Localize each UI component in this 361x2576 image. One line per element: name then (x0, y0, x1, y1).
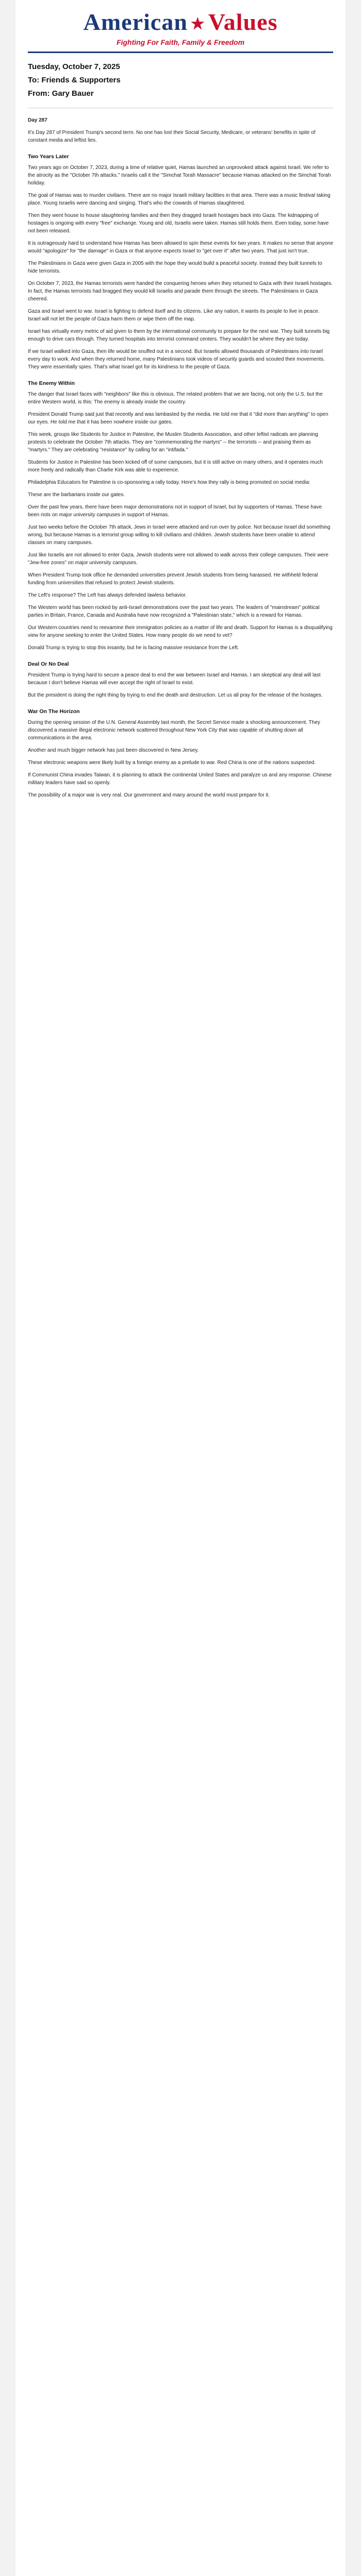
article-paragraph: Then they went house to house slaughtering families and then they dragged Israeli hostages back into Gaza. The kidnapping of hostages is ongoing with every "free" exchange. Young and old, Israelis were taken. Hamas still holds them. Even today, some have not been released. (28, 213, 329, 234)
article-sections (28, 154, 333, 799)
section-heading: The Enemy Within (28, 380, 75, 387)
article-paragraph: When President Trump took office he demanded universities prevent Jewish students from being harassed. He withheld federal funding from universities that refused to protect Jewish students. (28, 572, 318, 586)
article-paragraph: The Palestinians in Gaza were given Gaza in 2005 with the hope they would build a peaceful society. Instead they built tunnels to hide terrorists. (28, 261, 322, 275)
article (28, 116, 333, 2576)
article-paragraph: The Left's response? The Left has always defended lawless behavior. (28, 592, 187, 599)
brand-tagline: Fighting For Faith, Family & Freedom (116, 38, 245, 47)
star-icon: ★ (190, 15, 205, 33)
brand-logo[interactable]: American ★ Values (83, 9, 278, 35)
article-paragraph: Just two weeks before the October 7th attack, Jews in Israel were attacked and run over by police. Not because Israel did something wrong, but because Hamas is a terrorist group willing to kill civilians and children. Jewish students have been unable to attend classes on many campuses. (28, 524, 331, 546)
article-paragraph: The Western world has been rocked by anti-Israel demonstrations over the past two years. The leaders of "mainstream" political parties in Britain, France, Canada and Australia have now recognized a "Palestinian state," which is a reward for Hamas. (28, 605, 320, 619)
article-paragraph: During the opening session of the U.N. General Assembly last month, the Secret Service made a shocking announcement. They discovered a massive illegal electronic network scattered throughout New York City that was capable of shutting down all communications in the area. (28, 720, 320, 741)
article-paragraph: This week, groups like Students for Justice in Palestine, the Muslim Students Association, and other leftist radicals are planning protests to celebrate the October 7th attacks. They are "commemorating the martyrs" -- the terrorists -- and praising them as "martyrs." They are celebrating "resistance" by calling for an "intifada." (28, 432, 318, 453)
article-paragraph: President Donald Trump said just that recently and was lambasted by the media. He told me that it "did more than anything" to open our eyes. He told me that it has been nowhere inside our gates. (28, 412, 329, 426)
email-to: To: Friends & Supporters (28, 76, 121, 85)
article-paragraph: Over the past few years, there have been major demonstrations not in support of Israel, but by supporters of Hamas. These have been riots on major university campuses in support of Hamas. (28, 504, 322, 518)
day-label: Day 287 (28, 117, 47, 124)
article-paragraph: The danger that Israel faces with "neighbors" like this is obvious. The related problem that we are facing, not only the U.S. but the entire Western world, is this: The enemy is already inside the country. (28, 392, 323, 405)
article-paragraph: Just like Israelis are not allowed to enter Gaza, Jewish students were not allowed to walk across their college campuses. Their were "Jew-free zones" on major university campuses. (28, 552, 329, 566)
email-from: From: Gary Bauer (28, 89, 94, 98)
article-paragraph: If Communist China invades Taiwan, it is planning to attack the continental United States and paralyze us and any response. Chinese military leaders have said so openly. (28, 772, 332, 786)
article-paragraph: These electronic weapons were likely built by a foreign enemy as a prelude to war. Red China is one of the nations suspected. (28, 760, 316, 766)
article-paragraph: Philadelphia Educators for Palestine is co-sponsoring a rally today. Here's how they rally is being promoted on social media: (28, 480, 310, 486)
section-heading: Two Years Later (28, 154, 69, 160)
article-paragraph: Two years ago on October 7, 2023, during a time of relative quiet, Hamas launched an unprovoked attack against Israel. We refer to the atrocity as the "October 7th attacks." Israelis call it the "Simchat Torah Massacre" because Hamas attacked on the Simchat Torah holiday. (28, 165, 331, 187)
intro-paragraph: It's Day 287 of President Trump's second term. No one has lost their Social Security, Medicare, or veterans' benefits in spite of constant media and leftist lies. (28, 130, 316, 144)
article-paragraph: Our Western countries need to reexamine their immigration policies as a matter of life and death. Support for Hamas is a disqualifying view for anyone seeking to enter the United States. How many people do we need to vet? (28, 625, 333, 639)
article-paragraph: The goal of Hamas was to murder civilians. There are no major Israeli military facilities in that area. There was a music festival taking place. Young Israelis were dancing and singing. That's who the cowards of Hamas slaughtered. (28, 193, 331, 207)
article-paragraph: If we Israel walked into Gaza, then life would be snuffed out in a second. But Israelis allowed thousands of Palestinians into Israel every day to work. And when they returned home, many Palestinians took videos of security guards and scouted their movements. They were essentially spies. That's what Israel got for its kindness to the people of Gaza. (28, 349, 325, 370)
brand-header (28, 0, 333, 53)
article-paragraph: President Trump is trying hard to secure a peace deal to end the war between Israel and Hamas. I am skeptical any deal will last because I don't believe Hamas will ever accept the right of Israel to exist. (28, 672, 321, 686)
article-paragraph: Donald Trump is trying to stop this insanity, but he is facing massive resistance from the Left. (28, 645, 239, 651)
article-paragraph: Students for Justice in Palestine has been kicked off of some campuses, but it is still active on many others, and it operates much more freely and radically than Charlie Kirk was able to experience. (28, 460, 323, 473)
email-date: Tuesday, October 7, 2025 (28, 62, 120, 72)
article-paragraph: The possibility of a major war is very real. Our government and many around the world must prepare for it. (28, 792, 270, 799)
section-heading: War On The Horizon (28, 708, 80, 715)
section-heading: Deal Or No Deal (28, 661, 69, 668)
article-paragraph: Another and much bigger network has just been discovered in New Jersey. (28, 748, 199, 754)
article-paragraph: These are the barbarians inside our gates. (28, 492, 125, 498)
article-paragraph: Gaza and Israel went to war. Israel is fighting to defend itself and its citizens. Like any nation, it wants its people to live in peace. Israel will not let the people of Gaza harm them or wipe them off the map. (28, 309, 320, 323)
article-paragraph: It is outrageously hard to understand how Hamas has been allowed to spin these events for two years. It makes no sense that anyone would "apologize" for "the damage" in Gaza or that anyone expects Israel to "get over it" after two years. That just isn't true. (28, 241, 333, 255)
article-paragraph: But the president is doing the right thing by trying to end the death and destruction. Let us all pray for the release of the hostages. (28, 692, 323, 699)
article-paragraph: On October 7, 2023, the Hamas terrorists were handed the conquering heroes when they returned to Gaza with their Israeli hostages. In fact, the Hamas terrorists had bragged they would kill Israelis and parade them through the streets. The Palestinians in Gaza cheered. (28, 281, 333, 302)
email-body (15, 0, 346, 2576)
article-paragraph: Israel has virtually every metric of aid given to them by the international community to prepare for the next war. They built tunnels big enough to drive cars through. They turned hospitals into terrorist command centers. They wouldn't be where they are today. (28, 329, 330, 343)
